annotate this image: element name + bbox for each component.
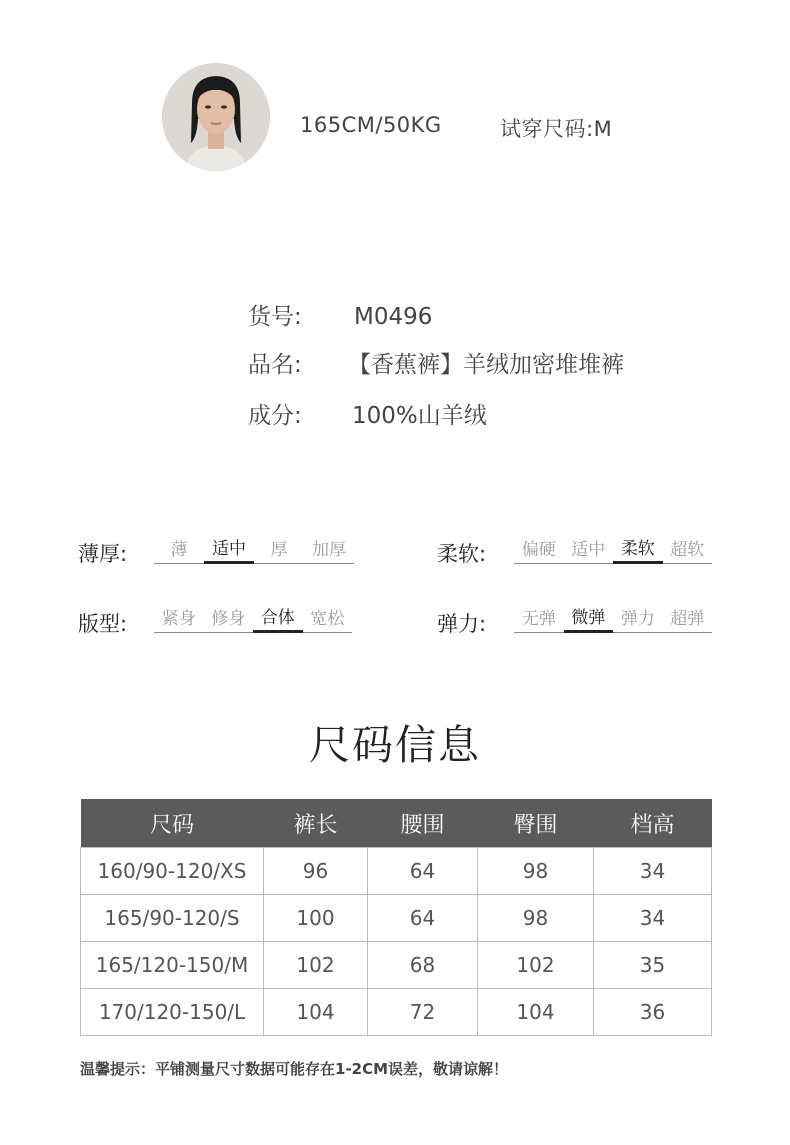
model-tried-size: 试穿尺码:M [500, 117, 613, 141]
size-table-header [81, 799, 712, 848]
model-portrait-image [162, 63, 270, 171]
table-row [81, 942, 712, 989]
header-rise: 档高 [594, 799, 712, 848]
table-cell: 68 [368, 942, 478, 989]
elasticity-option: 弹力 [620, 609, 655, 629]
product-code-value: M0496 [354, 304, 433, 330]
softness-option: 超软 [670, 540, 705, 560]
elasticity-option: 微弹 [564, 603, 614, 633]
product-material-row [248, 397, 487, 430]
table-cell: 160/90-120/XS [81, 848, 264, 895]
softness-option: 适中 [571, 540, 606, 560]
product-code-row [248, 298, 432, 331]
table-cell: 72 [368, 989, 478, 1036]
thickness-scale [154, 537, 354, 564]
product-material-value: 100%山羊绒 [352, 403, 487, 429]
product-material-label: 成分: [248, 403, 302, 429]
table-cell: 100 [264, 895, 368, 942]
fit-option: 修身 [211, 609, 246, 629]
table-cell: 165/90-120/S [81, 895, 264, 942]
thickness-option: 加厚 [312, 540, 346, 560]
softness-label: 柔软: [437, 542, 487, 566]
table-cell: 35 [594, 942, 712, 989]
table-row [81, 989, 712, 1036]
thickness-label: 薄厚: [78, 542, 128, 566]
fit-scale [154, 606, 352, 633]
product-name-label: 品名: [248, 352, 302, 378]
table-cell: 104 [264, 989, 368, 1036]
softness-option: 柔软 [613, 534, 663, 564]
size-info-title: 尺码信息 [309, 721, 481, 769]
elasticity-option: 无弹 [521, 609, 556, 629]
table-cell: 34 [594, 848, 712, 895]
fit-option: 合体 [253, 603, 303, 633]
header-hip: 臀围 [478, 799, 594, 848]
table-cell: 64 [368, 895, 478, 942]
table-cell: 104 [478, 989, 594, 1036]
product-code-label: 货号: [248, 304, 302, 330]
model-avatar [162, 63, 270, 171]
table-cell: 170/120-150/L [81, 989, 264, 1036]
elasticity-option: 超弹 [670, 609, 705, 629]
fit-label: 版型: [78, 612, 128, 636]
size-table [80, 799, 712, 1036]
fit-option: 宽松 [310, 609, 345, 629]
table-cell: 36 [594, 989, 712, 1036]
thickness-option: 薄 [170, 540, 188, 560]
elasticity-label: 弹力: [437, 612, 487, 636]
table-cell: 165/120-150/M [81, 942, 264, 989]
table-cell: 64 [368, 848, 478, 895]
table-cell: 98 [478, 848, 594, 895]
softness-option: 偏硬 [521, 540, 556, 560]
softness-scale [514, 537, 712, 564]
measurement-note: 温馨提示：平铺测量尺寸数据可能存在1-2CM误差，敬请谅解！ [80, 1060, 509, 1078]
header-waist: 腰围 [368, 799, 478, 848]
thickness-option: 厚 [270, 540, 288, 560]
model-measurements: 165CM/50KG [300, 113, 442, 137]
thickness-option: 适中 [204, 534, 254, 564]
table-cell: 102 [264, 942, 368, 989]
table-row [81, 848, 712, 895]
table-cell: 96 [264, 848, 368, 895]
table-cell: 102 [478, 942, 594, 989]
table-cell: 34 [594, 895, 712, 942]
product-name-row [248, 346, 624, 379]
product-name-value: 【香蕉裤】羊绒加密堆堆裤 [348, 352, 624, 378]
header-size: 尺码 [81, 799, 264, 848]
table-cell: 98 [478, 895, 594, 942]
header-length: 裤长 [264, 799, 368, 848]
fit-option: 紧身 [161, 609, 196, 629]
elasticity-scale [514, 606, 712, 633]
table-row [81, 895, 712, 942]
